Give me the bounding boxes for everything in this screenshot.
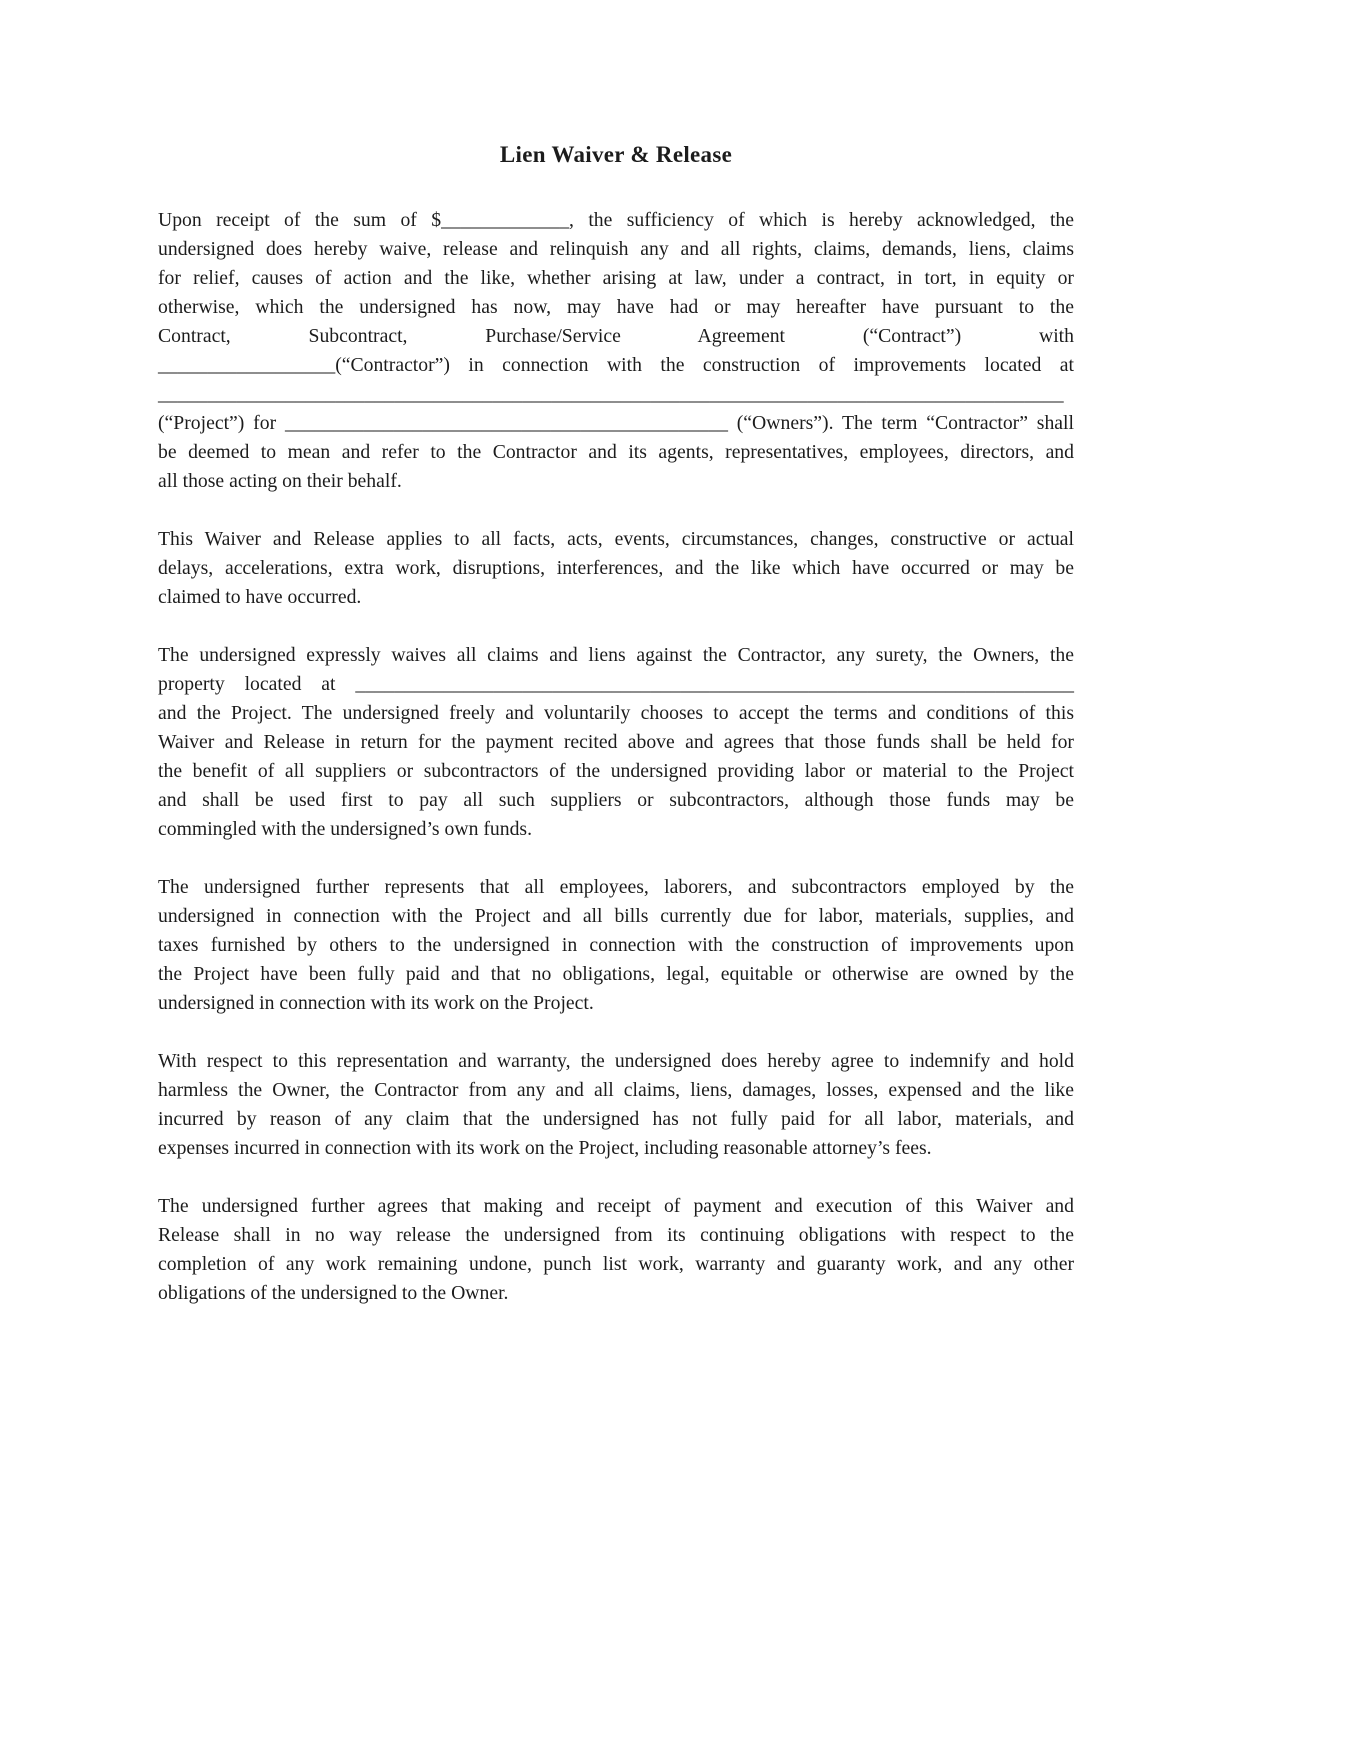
document-line: completion of any work remaining undone, punch list work, warranty and guaranty work, and any other	[158, 1253, 1074, 1275]
document-line: (“Project”) for _____________________________________________ (“Owners”). The term “Contractor” shall	[158, 412, 1074, 434]
document-line: incurred by reason of any claim that the undersigned has not fully paid for all labor, materials, and	[158, 1108, 1074, 1130]
document-line: taxes furnished by others to the undersigned in connection with the construction of improvements upon	[158, 934, 1074, 956]
document-line: Release shall in no way release the undersigned from its continuing obligations with respect to the	[158, 1224, 1074, 1246]
document-line: and shall be used first to pay all such suppliers or subcontractors, although those funds may be	[158, 789, 1074, 811]
document-line: expenses incurred in connection with its work on the Project, including reasonable attorney’s fees.	[158, 1137, 932, 1159]
document-line: ____________________________________________________________________________________________	[158, 383, 1064, 405]
document-line: __________________(“Contractor”) in connection with the construction of improvements located at	[158, 354, 1074, 376]
document-line: delays, accelerations, extra work, disruptions, interferences, and the like which have occurred or may be	[158, 557, 1074, 579]
document-line: Waiver and Release in return for the payment recited above and agrees that those funds shall be held for	[158, 731, 1074, 753]
document-line: The undersigned further represents that all employees, laborers, and subcontractors employed by the	[158, 876, 1074, 898]
document-line: This Waiver and Release applies to all facts, acts, events, circumstances, changes, constructive or actual	[158, 528, 1074, 550]
document-line: undersigned does hereby waive, release and relinquish any and all rights, claims, demands, liens, claims	[158, 238, 1074, 260]
document-line: otherwise, which the undersigned has now, may have had or may hereafter have pursuant to the	[158, 296, 1074, 318]
document-body	[158, 206, 1074, 1308]
paragraph	[158, 873, 1074, 1018]
paragraph	[158, 1047, 1074, 1163]
paragraph	[158, 525, 1074, 612]
document-line: Upon receipt of the sum of $_____________, the sufficiency of which is hereby acknowledged, the	[158, 209, 1074, 231]
document-line: property located at _________________________________________________________________________	[158, 673, 1074, 695]
document-line: harmless the Owner, the Contractor from any and all claims, liens, damages, losses, expensed and the like	[158, 1079, 1074, 1101]
document-content	[158, 140, 1074, 1337]
document-line: Contract, Subcontract, Purchase/Service Agreement (“Contract”) with	[158, 325, 1074, 347]
document-line: and the Project. The undersigned freely and voluntarily chooses to accept the terms and conditions of this	[158, 702, 1074, 724]
document-line: be deemed to mean and refer to the Contractor and its agents, representatives, employees, directors, and	[158, 441, 1074, 463]
document-line: for relief, causes of action and the like, whether arising at law, under a contract, in tort, in equity or	[158, 267, 1074, 289]
document-line: undersigned in connection with the Project and all bills currently due for labor, materials, supplies, and	[158, 905, 1074, 927]
document-line: claimed to have occurred.	[158, 586, 362, 608]
document-line: commingled with the undersigned’s own funds.	[158, 818, 533, 840]
document-line: the Project have been fully paid and that no obligations, legal, equitable or otherwise are owned by the	[158, 963, 1074, 985]
document-line: The undersigned expressly waives all claims and liens against the Contractor, any surety, the Owners, the	[158, 644, 1074, 666]
document-line: With respect to this representation and warranty, the undersigned does hereby agree to indemnify and hold	[158, 1050, 1074, 1072]
document-title: Lien Waiver & Release	[499, 142, 733, 167]
document-line: obligations of the undersigned to the Owner.	[158, 1282, 509, 1304]
document-line: undersigned in connection with its work on the Project.	[158, 992, 594, 1014]
paragraph	[158, 206, 1074, 496]
document-line: all those acting on their behalf.	[158, 470, 402, 492]
paragraph	[158, 1192, 1074, 1308]
paragraph	[158, 641, 1074, 844]
document-line: the benefit of all suppliers or subcontractors of the undersigned providing labor or material to the Project	[158, 760, 1074, 782]
document-line: The undersigned further agrees that making and receipt of payment and execution of this Waiver and	[158, 1195, 1074, 1217]
